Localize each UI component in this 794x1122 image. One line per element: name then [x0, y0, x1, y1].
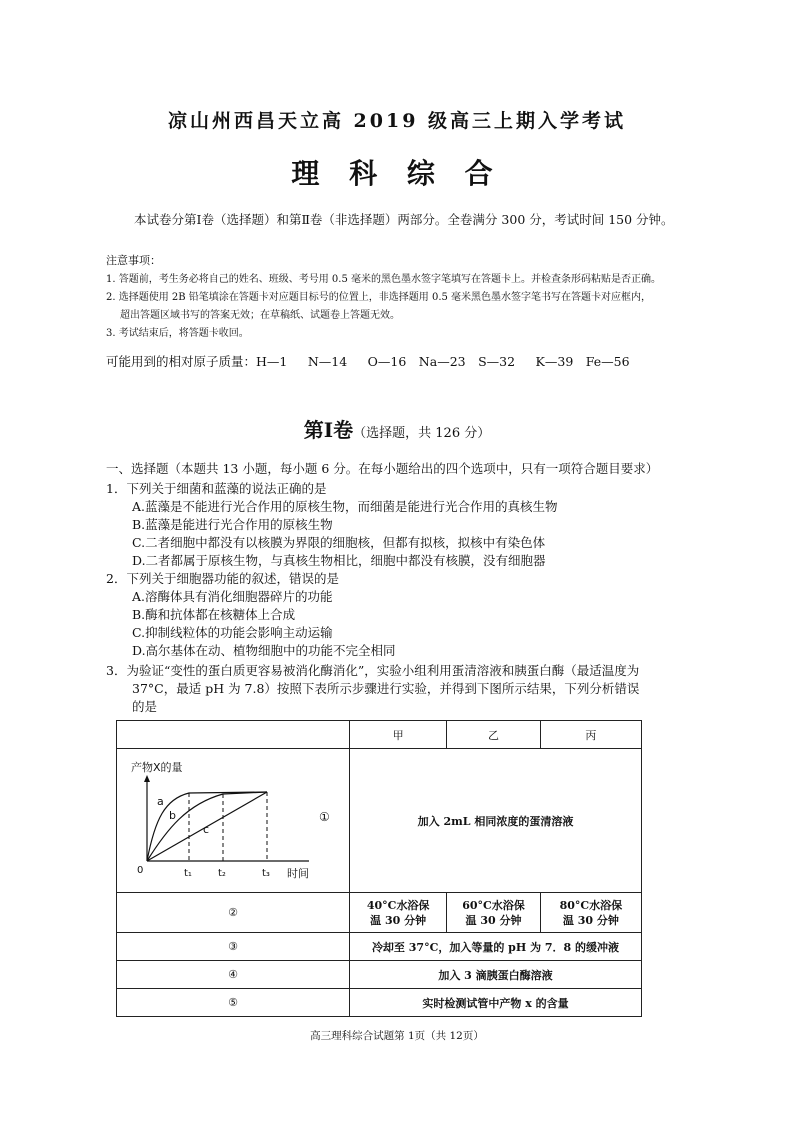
graph-origin: 0: [137, 865, 144, 876]
step3-content: 冷却至 37°C，加入等量的 pH 为 7．8 的缓冲液: [350, 933, 642, 961]
q2-option-b: B.酶和抗体都在核糖体上合成: [132, 607, 296, 622]
graph-y-arrow: [144, 775, 150, 782]
table-row-step4: [117, 961, 642, 989]
step1-content: 加入 2mL 相同浓度的蛋清溶液: [350, 749, 642, 893]
q1-option-b: B.蓝藻是能进行光合作用的原核生物: [132, 517, 333, 532]
curve-label-c: c: [203, 823, 210, 836]
q1-option-a: A.蓝藻是不能进行光合作用的原核生物，而细菌是能进行光合作用的真核生物: [132, 499, 558, 514]
table-row-step5: [117, 989, 642, 1017]
table-header-row: [117, 721, 642, 749]
step5-content: 实时检测试管中产物 x 的含量: [350, 989, 642, 1017]
step4-content: 加入 3 滴胰蛋白酶溶液: [350, 961, 642, 989]
table-row-step1: [117, 749, 642, 893]
section-instructions: 一、选择题（本题共 13 小题，每小题 6 分。在每小题给出的四个选项中，只有一项符合题目要求）: [106, 461, 659, 476]
q2-option-c: C.抑制线粒体的功能会影响主动运输: [132, 625, 333, 640]
tick-t1: t₁: [184, 868, 192, 879]
curve-label-a: a: [157, 795, 164, 808]
experiment-table: [116, 720, 642, 1017]
step2-num: ②: [117, 893, 350, 933]
table-row-step2: [117, 893, 642, 933]
header-bing: 丙: [540, 721, 641, 749]
q3-stem-line3: 的是: [132, 699, 158, 714]
step1-num: ①: [319, 810, 330, 824]
header-jia: 甲: [350, 721, 447, 749]
page-footer: 高三理科综合试题第 1页（共 12页）: [310, 1030, 484, 1042]
exam-title: 凉山州西昌天立高 2019 级高三上期入学考试: [167, 110, 627, 132]
q3-stem: 3．为验证“变性的蛋白质更容易被消化酶消化”，实验小组利用蛋清溶液和胰蛋白酶（最适温度为: [106, 663, 640, 678]
step4-num: ④: [117, 961, 350, 989]
exam-intro: 本试卷分第Ⅰ卷（选择题）和第Ⅱ卷（非选择题）两部分。全卷满分 300 分，考试时间 150 分钟。: [134, 212, 674, 227]
q1-stem: 1．下列关于细菌和蓝藻的说法正确的是: [106, 481, 327, 496]
notice-item-3: 3. 考试结束后，将答题卡收回。: [106, 328, 249, 339]
step2-jia-line2: 温 30 分钟: [370, 913, 427, 927]
section-heading: [0, 414, 794, 443]
step2-bing-line1: 80°C水浴保: [559, 898, 623, 912]
step2-yi-line2: 温 30 分钟: [465, 913, 522, 927]
q3-stem-line2: 37°C，最适 pH 为 7.8）按照下表所示步骤进行实验，并得到下图所示结果，下列分析错误: [132, 681, 640, 696]
step2-yi-line1: 60°C水浴保: [462, 898, 525, 912]
step2-cell-bing: [540, 893, 641, 933]
step2-cell-yi: [447, 893, 540, 933]
q2-stem: 2．下列关于细胞器功能的叙述，错误的是: [106, 571, 339, 586]
curve-label-b: b: [169, 809, 176, 822]
step3-num: ③: [117, 933, 350, 961]
notice-item-2: 2. 选择题使用 2B 铅笔填涂在答题卡对应题目标号的位置上，非选择题用 0.5 毫米黑色墨水签字笔书写在答题卡对应框内，: [106, 292, 652, 303]
step2-bing-line2: 温 30 分钟: [562, 913, 619, 927]
section-title: 第Ⅰ卷: [303, 418, 354, 442]
table-corner-cell: [117, 721, 350, 749]
header-yi: 乙: [447, 721, 540, 749]
notice-item-1: 1. 答题前，考生务必将自己的姓名、班级、考号用 0.5 毫米的黑色墨水签字笔填写在答题卡上。并检查条形码粘贴是否正确。: [106, 274, 661, 285]
q1-option-c: C.二者细胞中都没有以核膜为界限的细胞核，但都有拟核，拟核中有染色体: [132, 535, 546, 550]
product-graph: [117, 749, 349, 889]
step5-num: ⑤: [117, 989, 350, 1017]
tick-t2: t₂: [218, 868, 226, 879]
q2-option-a: A.溶酶体具有消化细胞器碎片的功能: [132, 589, 333, 604]
graph-ylabel: 产物X的量: [131, 761, 183, 774]
tick-t3: t₃: [262, 868, 270, 879]
graph-cell: [117, 749, 350, 893]
q2-option-d: D.高尔基体在动、植物细胞中的功能不完全相同: [132, 643, 396, 658]
exam-subject: 理 科 综 合: [291, 157, 503, 190]
notice-heading: 注意事项：: [106, 254, 161, 267]
section-subtitle: （选择题，共 126 分）: [353, 426, 491, 441]
graph-xlabel: 时间: [287, 867, 309, 880]
q1-option-d: D.二者都属于原核生物，与真核生物相比，细胞中都没有核膜，没有细胞器: [132, 553, 546, 568]
atomic-masses: 可能用到的相对原子质量：H—1 N—14 O—16 Na—23 S—32 K—39 Fe—56: [106, 354, 630, 369]
step2-cell-jia: [350, 893, 447, 933]
step2-jia-line1: 40°C水浴保: [366, 898, 430, 912]
table-row-step3: [117, 933, 642, 961]
notice-item-2-cont: 超出答题区域书写的答案无效；在草稿纸、试题卷上答题无效。: [120, 310, 400, 321]
